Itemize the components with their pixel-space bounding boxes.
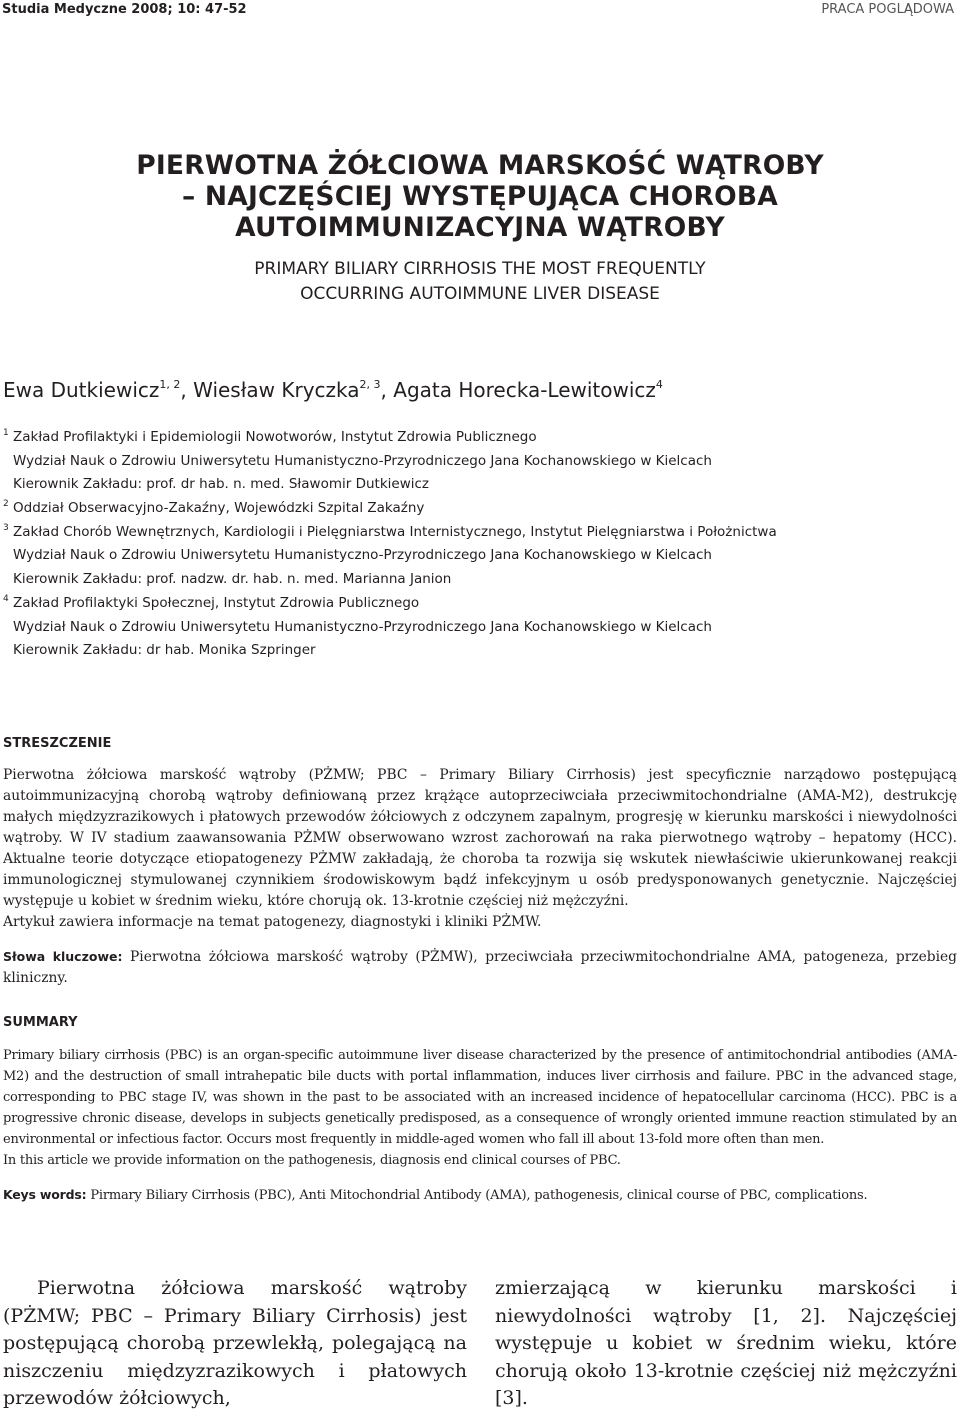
title-english	[0, 257, 960, 307]
author-affiliation-marker: 1, 2	[159, 378, 181, 391]
body-column-left: Pierwotna żółciowa marskość wątroby (PŻMW; PBC – Primary Biliary Cirrhosis) jest postępującą chorobą przewlekłą, polegającą na niszczeniu międzyzrazikowych i płatowych przewodów żółciowych,	[3, 1277, 467, 1409]
abstract-polish	[3, 765, 957, 933]
affiliation-text: Zakład Profilaktyki i Epidemiologii Nowotworów, Instytut Zdrowia Publicznego	[13, 429, 537, 445]
title-polish-line: PIERWOTNA ŻÓŁCIOWA MARSKOŚĆ WĄTROBY	[136, 150, 824, 181]
affiliation-text: Wydział Nauk o Zdrowiu Uniwersytetu Humanistyczno-Przyrodniczego Jana Kochanowskiego w Kielcach	[13, 547, 712, 564]
abstract-paragraph: Pierwotna żółciowa marskość wątroby (PŻMW; PBC – Primary Biliary Cirrhosis) jest specyficznie narządowo postępującą autoimmunizacyjną chorobą wątroby definiowaną przez krążące autoprzeciwciała przeciwmitochondrialne (AMA-M2), destrukcję małych międzyzrazikowych i płatowych przewodów żółciowych z odczynem zapalnym, progresję w kierunku marskości i niewydolności wątroby. W IV stadium zaawansowania PŻMW obserwowano wzrost zachorowań na raka pierwotnego wątroby – hepatomy (HCC). Aktualne teorie dotyczące etiopatogenezy PŻMW zakładają, że choroba ta rozwija się wskutek niewłaściwie ukierunkowanej reakcji immunologicznej stymulowanej czynnikiem środowiskowym bądź infekcyjnym u osób predysponowanych genetycznie. Najczęściej występuje u kobiet w średnim wieku, które chorują ok. 13-krotnie częściej niż mężczyźni.	[3, 767, 957, 909]
affiliation-number: 1	[3, 428, 9, 438]
author-list: Ewa Dutkiewicz$^{1, 2}$, Wiesław Kryczka$^{2, 3}$, Agata Horecka-Lewitowicz$^4$	[3, 378, 663, 402]
journal-running-head: Studia Medyczne 2008; 10: 47-52	[2, 2, 247, 17]
affiliation-line	[3, 592, 953, 616]
affiliation-number: 3	[3, 522, 9, 533]
affiliation-text: Kierownik Zakładu: dr hab. Monika Szpringer	[13, 642, 316, 659]
affiliation-text: Kierownik Zakładu: prof. nadzw. dr. hab. n. med. Marianna Janion	[13, 571, 452, 588]
affiliation-text: Kierownik Zakładu: prof. dr hab. n. med. Sławomir Dutkiewicz	[13, 476, 430, 493]
body-column-right: zmierzającą w kierunku marskości i niewydolności wątroby [1, 2]. Najczęściej występuje u kobiet w średnim wieku, które chorują około 13-krotnie częściej niż mężczyźni [3].	[495, 1277, 957, 1409]
summary-paragraph: Primary biliary cirrhosis (PBC) is an organ-specific autoimmune liver disease characterized by the presence of antimitochondrial antibodies (AMA-M2) and the destruction of small intrahepatic bile ducts with portal inflammation, induces liver cirrhosis and failure. PBC in the advanced stage, corresponding to PBC stage IV, was shown in the past to be associated with an increased incidence of hepatocellular carcinoma (HCC). PBC is a progressive chronic disease, develops in subjects genetically predisposed, as a consequence of wrongly oriented immune reaction stimulated by an environmental or infectious factor. Occurs most frequently in middle-aged women who fall ill about 13-fold more often than men.	[3, 1048, 957, 1147]
abstract-english	[3, 1045, 957, 1171]
keywords-text: Pierwotna żółciowa marskość wątroby (PŻMW), przeciwciała przeciwmitochondrialne AMA, patogeneza, przebieg kliniczny.	[3, 949, 957, 986]
abstract-heading: STRESZCZENIE	[3, 736, 112, 751]
title-polish-line: – NAJCZĘŚCIEJ WYSTĘPUJĄCA CHOROBA	[182, 181, 778, 212]
affiliation-text: Wydział Nauk o Zdrowiu Uniwersytetu Humanistyczno-Przyrodniczego Jana Kochanowskiego w Kielcach	[13, 618, 712, 635]
affiliation-text: Zakład Profilaktyki Społecznej, Instytut Zdrowia Publicznego	[13, 594, 420, 611]
title-polish	[0, 150, 960, 243]
keywords-english	[3, 1184, 957, 1206]
title-english-line: OCCURRING AUTOIMMUNE LIVER DISEASE	[300, 284, 660, 304]
affiliation-text: Zakład Chorób Wewnętrznych, Kardiologii i Pielęgniarstwa Internistycznego, Instytut Pielęgniarstwa i Położnictwa	[13, 523, 777, 540]
affiliation-line	[3, 426, 953, 450]
article-type-label: PRACA POGLĄDOWA	[821, 2, 954, 17]
title-polish-line: AUTOIMMUNIZACYJNA WĄTROBY	[235, 212, 725, 243]
author-name: Ewa Dutkiewicz	[3, 378, 160, 402]
author-affiliation-marker: 2, 3	[359, 378, 381, 391]
keywords-label: Keys words:	[3, 1187, 87, 1202]
title-english-line: PRIMARY BILIARY CIRRHOSIS THE MOST FREQUENTLY	[254, 259, 706, 279]
affiliation-line	[3, 450, 953, 474]
affiliation-line	[3, 544, 953, 568]
affiliation-number: 4	[3, 593, 9, 604]
author-name: Agata Horecka-Lewitowicz	[393, 378, 656, 402]
summary-paragraph: In this article we provide information on the pathogenesis, diagnosis end clinical courses of PBC.	[3, 1153, 621, 1168]
abstract-paragraph: Artykuł zawiera informacje na temat patogenezy, diagnostyki i kliniki PŻMW.	[3, 914, 542, 930]
affiliation-list	[3, 426, 953, 663]
keywords-text: Pirmary Biliary Cirrhosis (PBC), Anti Mitochondrial Antibody (AMA), pathogenesis, clinical course of PBC, complications.	[90, 1188, 868, 1203]
author-name: Wiesław Kryczka	[193, 378, 360, 402]
affiliation-line	[3, 639, 953, 663]
affiliation-line	[3, 616, 953, 640]
keywords-label: Słowa kluczowe:	[3, 949, 123, 964]
affiliation-text: Oddział Obserwacyjno-Zakaźny, Wojewódzki Szpital Zakaźny	[13, 500, 425, 517]
affiliation-line	[3, 497, 953, 521]
affiliation-line	[3, 473, 953, 497]
affiliation-number: 2	[3, 499, 9, 510]
keywords-polish	[3, 946, 957, 989]
author-affiliation-marker: 4	[655, 378, 663, 391]
affiliation-line	[3, 568, 953, 592]
affiliation-line	[3, 521, 953, 545]
affiliation-text: Wydział Nauk o Zdrowiu Uniwersytetu Humanistyczno-Przyrodniczego Jana Kochanowskiego w Kielcach	[13, 452, 712, 469]
summary-heading: SUMMARY	[3, 1015, 78, 1030]
